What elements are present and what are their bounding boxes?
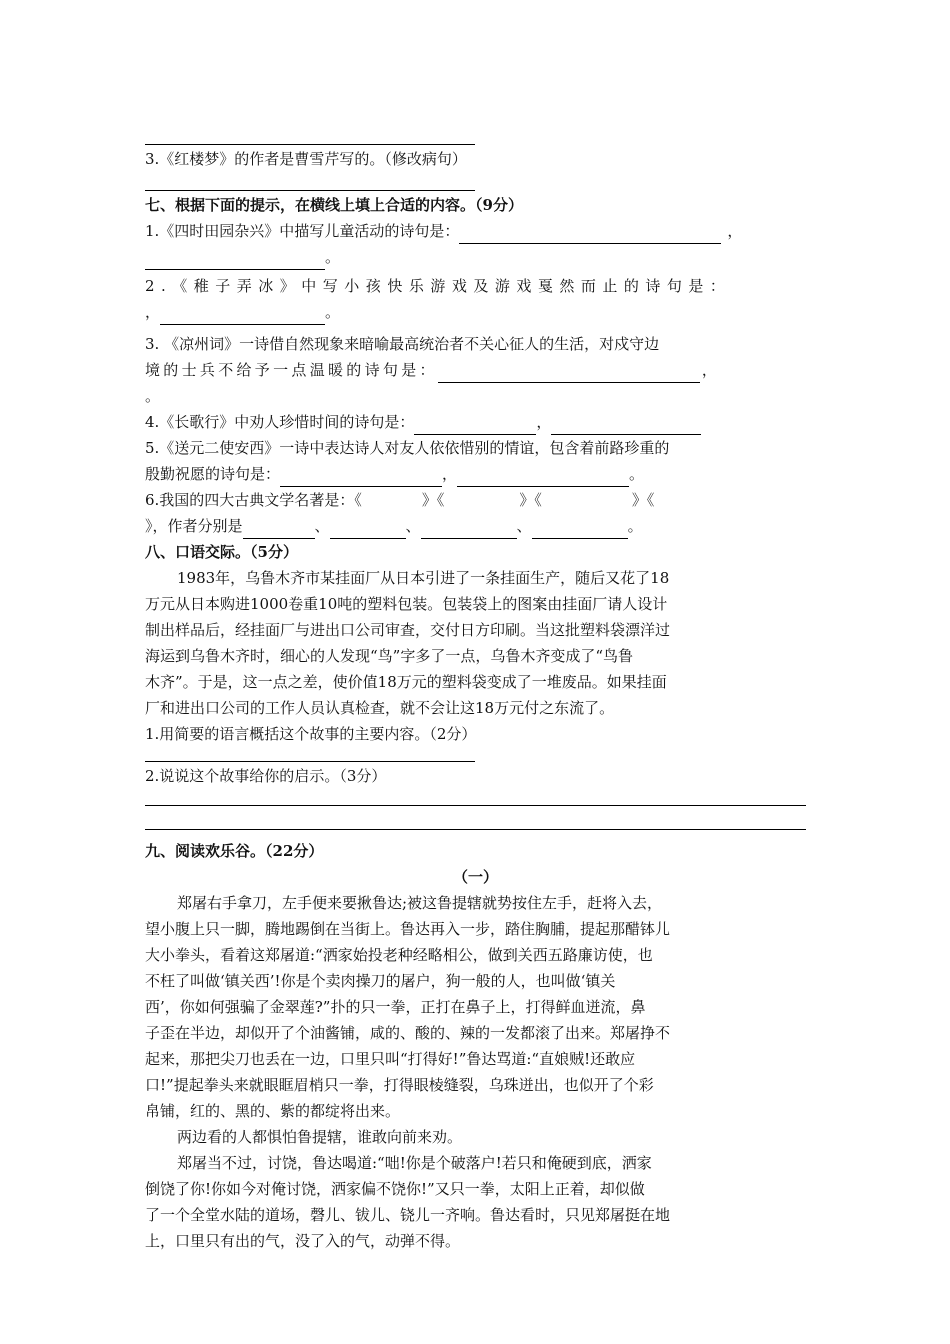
answer-line[interactable] — [145, 144, 475, 145]
s7-q2: 2.《稚子弄冰》中写小孩快乐游戏及游戏戛然而止的诗句是： — [145, 277, 732, 295]
s7-q5-line1: 5.《送元二使安西》一诗中表达诗人对友人依依惜别的情谊，包含着前路珍重的 — [145, 439, 670, 457]
s7-q2-cont: ， 。 — [145, 299, 806, 325]
passage-line: 了一个全堂水陆的道场，磬儿、钹儿、铙儿一齐响。鲁达看时，只见郑屠挺在地 — [145, 1206, 671, 1224]
s7-q1-cont: 。 — [145, 244, 806, 270]
s7-q3-line1: 3. 《凉州词》一诗借自然现象来暗喻最高统治者不关心征人的生活，对戍守边 — [145, 335, 660, 353]
story-line: 1983年，乌鲁木齐市某挂面厂从日本引进了一条挂面生产，随后又花了18 — [177, 569, 670, 587]
s7-q1: 1.《四时田园杂兴》中描写儿童活动的诗句是： ， — [145, 218, 806, 244]
story-line: 厂和进出口公司的工作人员认真检查，就不会让这18万元付之东流了。 — [145, 699, 615, 717]
passage-line: 起来，那把尖刀也丢在一边，口里只叫“打得好!”鲁达骂道:“直娘贼!还敢应 — [145, 1050, 636, 1068]
s8-q1: 1.用简要的语言概括这个故事的主要内容。（2分） — [145, 725, 477, 743]
passage-line: 郑屠右手拿刀，左手便来要揪鲁达;被这鲁提辖就势按住左手，赶将入去， — [177, 894, 663, 912]
passage-line: 西’，你如何强骗了金翠莲?”扑的只一拳，正打在鼻子上，打得鲜血迸流，鼻 — [145, 998, 646, 1016]
s7-q6-line1: 6.我国的四大古典文学名著是：《 》《 》《 》《 — [145, 491, 655, 509]
section7-heading: 七、根据下面的提示，在横线上填上合适的内容。（9分） — [145, 196, 523, 214]
s7-q6-line2: 》，作者分别是 、 、 、 。 — [145, 513, 806, 539]
s7-q3-end: 。 — [145, 387, 161, 405]
section8-heading: 八、口语交际。（5分） — [145, 543, 298, 561]
answer-line[interactable] — [145, 190, 475, 191]
blank[interactable] — [145, 251, 325, 270]
passage-line: 倒饶了你!你如今对俺讨饶，洒家偏不饶你!”又只一拳，太阳上正着，却似做 — [145, 1180, 645, 1198]
blank[interactable] — [414, 416, 536, 435]
story-line: 海运到乌鲁木齐时，细心的人发现“鸟”字多了一点，乌鲁木齐变成了“鸟鲁 — [145, 647, 634, 665]
section9-heading: 九、阅读欢乐谷。（22分） — [145, 842, 324, 860]
passage-line: 望小腹上只一脚，腾地踢倒在当街上。鲁达再入一步，踏住胸脯，提起那醋钵儿 — [145, 920, 671, 938]
story-line: 木齐”。于是，这一点之差，使价值18万元的塑料袋变成了一堆废品。如果挂面 — [145, 673, 667, 691]
answer-line[interactable] — [145, 805, 806, 806]
blank[interactable] — [532, 520, 628, 539]
blank[interactable] — [280, 468, 442, 487]
passage-para1 — [145, 890, 806, 1124]
q6-item3-text: 3.《红楼梦》的作者是曹雪芹写的。（修改病句） — [145, 150, 467, 168]
blank[interactable] — [330, 520, 406, 539]
passage-line: 郑屠当不过，讨饶，鲁达喝道:“咄!你是个破落户!若只和俺硬到底，洒家 — [177, 1154, 652, 1172]
passage-para3 — [145, 1150, 806, 1254]
blank[interactable] — [421, 520, 517, 539]
story-line: 制出样品后，经挂面厂与进出口公司审查，交付日方印刷。当这批塑料袋漂洋过 — [145, 621, 671, 639]
blank[interactable] — [459, 225, 721, 244]
blank[interactable] — [243, 520, 315, 539]
passage-line: 口!”提起拳头来就眼眶眉梢只一拳，打得眼棱缝裂，乌珠迸出，也似开了个彩 — [145, 1076, 654, 1094]
passage-line: 不枉了叫做‘镇关西’!你是个卖肉操刀的屠户，狗一般的人，也叫做‘镇关 — [145, 972, 616, 990]
answer-line[interactable] — [145, 761, 475, 762]
s7-q3-line2: 境的士兵不给予一点温暖的诗句是： ， — [145, 357, 806, 383]
s7-q4: 4.《长歌行》中劝人珍惜时间的诗句是： ， — [145, 409, 806, 435]
passage-line: 帛铺，红的、黑的、紫的都绽将出来。 — [145, 1102, 401, 1120]
passage-subtitle: （一） — [452, 868, 498, 886]
blank[interactable] — [438, 364, 700, 383]
s7-q5-line2: 殷勤祝愿的诗句是： ， 。 — [145, 461, 806, 487]
passage-line: 子歪在半边，却似开了个油酱铺，咸的、酸的、辣的一发都滚了出来。郑屠挣不 — [145, 1024, 671, 1042]
blank[interactable] — [160, 306, 325, 325]
s8-q2: 2.说说这个故事给你的启示。（3分） — [145, 767, 387, 785]
section8-story — [145, 565, 806, 721]
answer-line[interactable] — [145, 829, 806, 830]
blank[interactable] — [551, 416, 701, 435]
passage-para2: 两边看的人都惧怕鲁提辖，谁敢向前来劝。 — [177, 1128, 463, 1146]
passage-line: 大小拳头，看着这郑屠道:“洒家始投老种经略相公，做到关西五路廉访使，也 — [145, 946, 653, 964]
passage-line: 上，口里只有出的气，没了入的气，动弹不得。 — [145, 1232, 461, 1250]
blank[interactable] — [457, 468, 629, 487]
exam-page — [145, 140, 806, 1254]
story-line: 万元从日本购进1000卷重10吨的塑料包装。包装袋上的图案由挂面厂请人设计 — [145, 595, 668, 613]
